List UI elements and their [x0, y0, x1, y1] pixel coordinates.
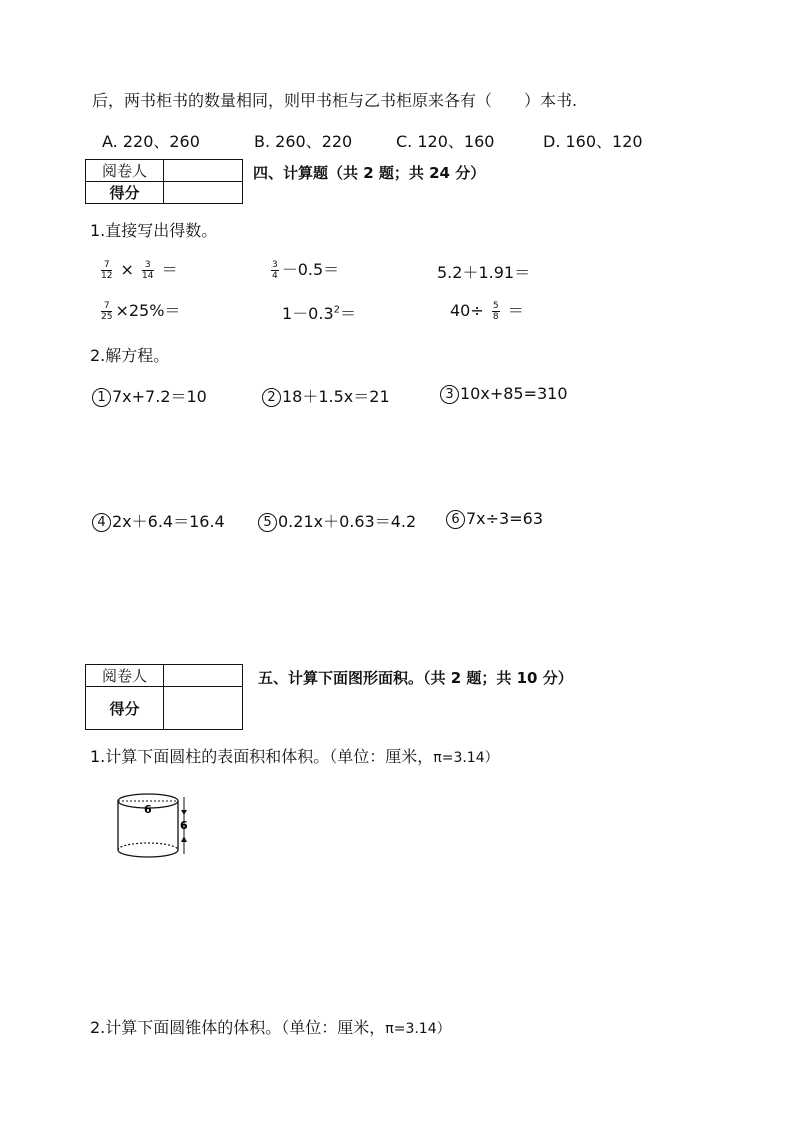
section4-title: 四、计算题（共 2 题；共 24 分）: [253, 164, 486, 182]
section5-q2-text: 2.计算下面圆锥体的体积。（单位：厘米，π=3.14）: [90, 1018, 451, 1037]
fraction: $\frac{7}{25}$: [101, 301, 113, 322]
circled-number: 4: [92, 513, 111, 532]
arrow-down-icon: [181, 810, 187, 815]
reviewer-cell[interactable]: [164, 665, 243, 687]
calc-item-5: $1-0.3^2=$: [282, 304, 357, 323]
calc-item-6: 40÷ $\frac{5}{8}$ ＝: [450, 301, 524, 322]
circled-number: 1: [92, 388, 111, 407]
circled-number: 2: [262, 388, 281, 407]
equation-6: 6 7x÷3=63: [446, 509, 543, 529]
equation-3: 3 10x+85=310: [440, 384, 568, 404]
score-table-section5: [85, 664, 243, 730]
reviewer-cell[interactable]: [164, 160, 243, 182]
section4-q2-title: 2.解方程。: [90, 346, 170, 365]
circled-number: 6: [446, 510, 465, 529]
calc-item-2: $\frac{3}{4}$ －0.5＝: [272, 260, 340, 281]
fraction: $\frac{5}{8}$: [492, 301, 499, 322]
equation-2: 2 18＋1.5x＝21: [262, 384, 390, 407]
section5-q1-text: 1.计算下面圆柱的表面积和体积。（单位：厘米，π=3.14）: [90, 747, 499, 766]
height-label: 6: [180, 819, 188, 832]
equation-5: 5 0.21x＋0.63＝4.2: [258, 509, 416, 532]
question-continuation: 后，两书柜书的数量相同，则甲书柜与乙书柜原来各有（ ）本书.: [92, 91, 578, 110]
calc-item-4: $\frac{7}{25}$ ×25%＝: [101, 301, 181, 322]
cylinder-bottom-front: [118, 850, 178, 857]
section5-title: 五、计算下面图形面积。（共 2 题；共 10 分）: [258, 669, 573, 687]
score-cell[interactable]: [164, 687, 243, 730]
circled-number: 5: [258, 513, 277, 532]
fraction: $\frac{7}{12}$: [101, 260, 113, 281]
equation-1: 1 7x+7.2＝10: [92, 384, 207, 407]
choice-c: C. 120、160: [396, 132, 495, 151]
reviewer-label: 阅卷人: [86, 665, 164, 687]
equation-4: 4 2x＋6.4＝16.4: [92, 509, 225, 532]
fraction: $\frac{3}{14}$: [142, 260, 154, 281]
section4-q1-title: 1.直接写出得数。: [90, 221, 218, 240]
choice-d: D. 160、120: [543, 132, 643, 151]
choice-a: A. 220、260: [102, 132, 200, 151]
calc-item-1: $\frac{7}{12}$ × $\frac{3}{14}$ ＝: [101, 260, 178, 281]
reviewer-label: 阅卷人: [86, 160, 164, 182]
diameter-label: 6: [144, 803, 152, 816]
calc-item-3: 5.2＋1.91＝: [437, 263, 531, 282]
score-label: 得分: [86, 182, 164, 204]
choice-b: B. 260、220: [254, 132, 353, 151]
cylinder-figure: [110, 790, 200, 862]
cylinder-bottom-back: [118, 843, 178, 850]
score-cell[interactable]: [164, 182, 243, 204]
fraction: $\frac{3}{4}$: [272, 260, 278, 281]
circled-number: 3: [440, 385, 459, 404]
score-table-section4: [85, 159, 243, 204]
arrow-up-icon: [181, 836, 187, 842]
score-label: 得分: [86, 687, 164, 730]
